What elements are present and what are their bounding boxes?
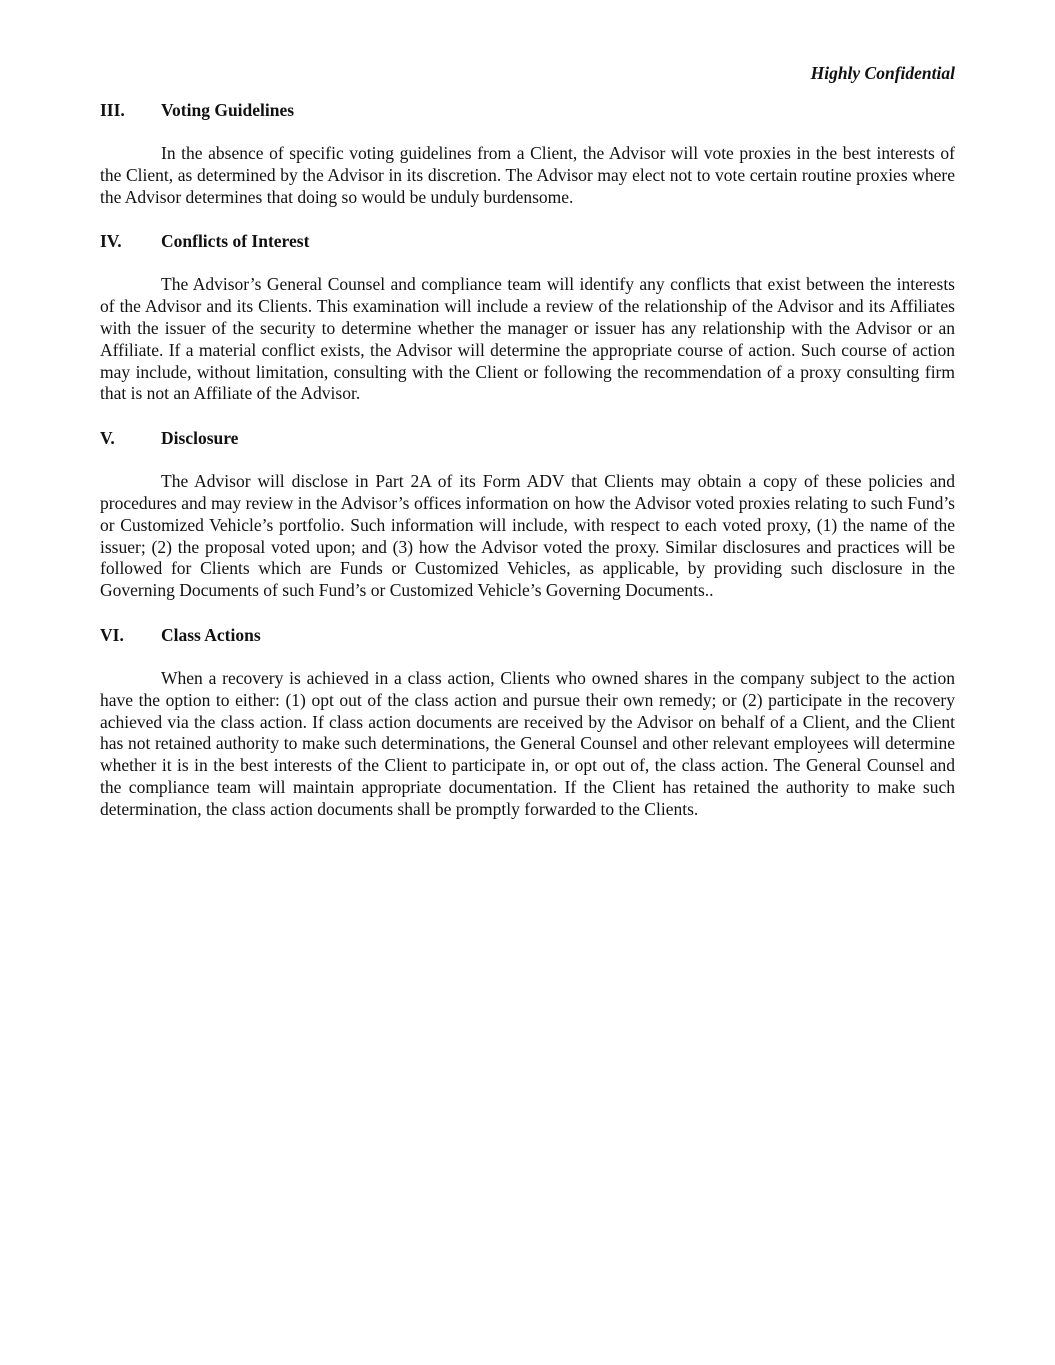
section-heading (100, 230, 955, 252)
section-heading (100, 624, 955, 646)
section-body: The Advisor will disclose in Part 2A of its Form ADV that Clients may obtain a copy of these policies and procedures and may review in the Advisor’s offices information on how the Advisor voted proxies relating to such Fund’s or Customized Vehicle’s portfolio. Such information will include, with respect to each voted proxy, (1) the name of the issuer; (2) the proposal voted upon; and (3) how the Advisor voted the proxy. Similar disclosures and practices will be followed for Clients which are Funds or Customized Vehicles, as applicable, by providing such disclosure in the Governing Documents of such Fund’s or Customized Vehicle’s Governing Documents.. (100, 471, 955, 601)
section-title: Class Actions (161, 624, 261, 645)
document-page (100, 62, 955, 843)
section-heading (100, 427, 955, 449)
section-body: In the absence of specific voting guidelines from a Client, the Advisor will vote proxies in the best interests of the Client, as determined by the Advisor in its discretion. The Advisor may elect not to vote certain routine proxies where the Advisor determines that doing so would be unduly burdensome. (100, 143, 955, 207)
section-title: Voting Guidelines (161, 100, 295, 120)
section-number: III. (100, 100, 125, 120)
section-heading (100, 99, 955, 121)
section-conflicts-of-interest (100, 230, 955, 405)
section-class-actions (100, 624, 955, 821)
section-body: The Advisor’s General Counsel and compliance team will identify any conflicts that exist between the interests of the Advisor and its Clients. This examination will include a review of the relationship of the Advisor and its Affiliates with the issuer of the security to determine whether the manager or issuer has any relationship with the Advisor or an Affiliate. If a material conflict exists, the Advisor will determine the appropriate course of action. Such course of action may include, without limitation, consulting with the Client or following the recommendation of a proxy consulting firm that is not an Affiliate of the Advisor. (100, 274, 955, 404)
section-number: VI. (100, 624, 124, 645)
section-title: Disclosure (161, 428, 239, 449)
section-voting-guidelines (100, 99, 955, 208)
section-disclosure (100, 427, 955, 602)
section-number: IV. (100, 231, 122, 252)
section-number: V. (100, 428, 115, 449)
confidentiality-label: Highly Confidential (810, 63, 955, 83)
section-body: When a recovery is achieved in a class action, Clients who owned shares in the company subject to the action have the option to either: (1) opt out of the class action and pursue their own remedy; or (2) participate in the recovery achieved via the class action. If class action documents are received by the Advisor on behalf of a Client, and the Client has not retained authority to make such determinations, the General Counsel and other relevant employees will determine whether it is in the best interests of the Client to participate in, or opt out of, the class action. The General Counsel and the compliance team will maintain appropriate documentation. If the Client has retained the authority to make such determination, the class action documents shall be promptly forwarded to the Clients. (100, 667, 955, 819)
section-title: Conflicts of Interest (161, 231, 310, 252)
